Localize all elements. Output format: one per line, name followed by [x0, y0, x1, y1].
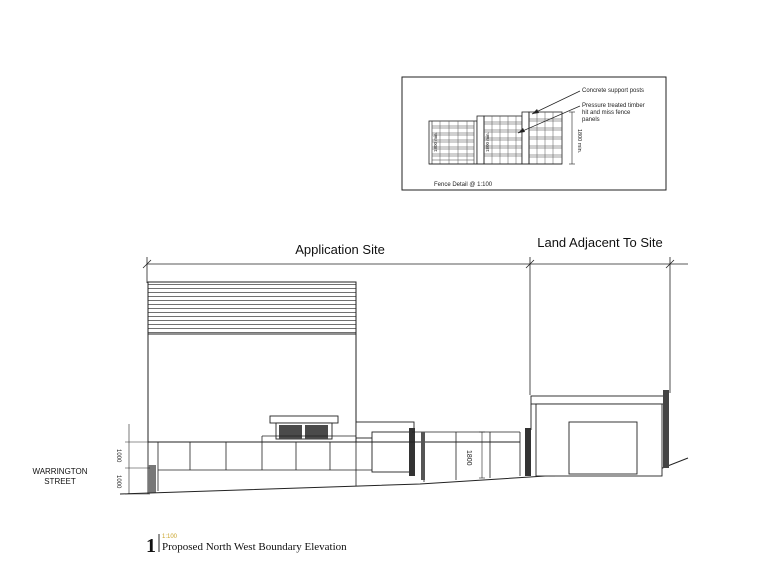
- drawing-number: 1: [146, 535, 156, 557]
- post-note-left: 1800 min.: [433, 132, 438, 152]
- fence-detail-caption: Fence Detail @ 1:100: [434, 182, 493, 188]
- annex-post: [409, 428, 415, 476]
- gate-post: [148, 465, 156, 493]
- street-name-line2: STREET: [44, 477, 76, 486]
- drawing-scale: 1:100: [162, 534, 178, 540]
- callout-panels-line3: panels: [582, 117, 600, 123]
- callout-panels-line1: Pressure treated timber: [582, 103, 645, 109]
- concrete-post: [477, 116, 484, 164]
- adjacent-end-wall: [663, 390, 669, 468]
- side-annex: [356, 422, 415, 476]
- boundary-fence: [148, 428, 531, 494]
- fence-detail-inset: [402, 77, 666, 190]
- fence-dim-1800-a: 1800: [465, 450, 472, 466]
- callout-panels-line2: hit and miss fence: [582, 110, 631, 116]
- fence-panel-right: [529, 112, 562, 164]
- door-left: [279, 425, 302, 439]
- post-note-mid: 1800 min.: [485, 132, 490, 152]
- fence-dimension-1: [479, 432, 485, 478]
- application-site-label: Application Site: [295, 242, 385, 257]
- land-adjacent-label: Land Adjacent To Site: [537, 235, 663, 250]
- posts-leader-line: [532, 91, 580, 114]
- adjacent-building: [531, 390, 669, 476]
- callout-concrete-posts: Concrete support posts: [582, 88, 645, 94]
- dim-1000-upper: 1000: [115, 449, 121, 463]
- boundary-post: [525, 428, 531, 476]
- dim-1000-lower: 1000: [115, 475, 121, 489]
- street-name-line1: WARRINGTON: [32, 467, 88, 476]
- concrete-post: [522, 112, 529, 164]
- left-height-dimensions: [125, 424, 150, 494]
- fence-height-note: 1800 min.: [576, 129, 582, 154]
- door-right: [305, 425, 328, 439]
- drawing-title-block: [146, 534, 347, 557]
- drawing-title: Proposed North West Boundary Elevation: [162, 541, 347, 553]
- entrance-canopy: [270, 416, 338, 439]
- cladding-band: [148, 282, 356, 334]
- garage-door: [569, 422, 637, 474]
